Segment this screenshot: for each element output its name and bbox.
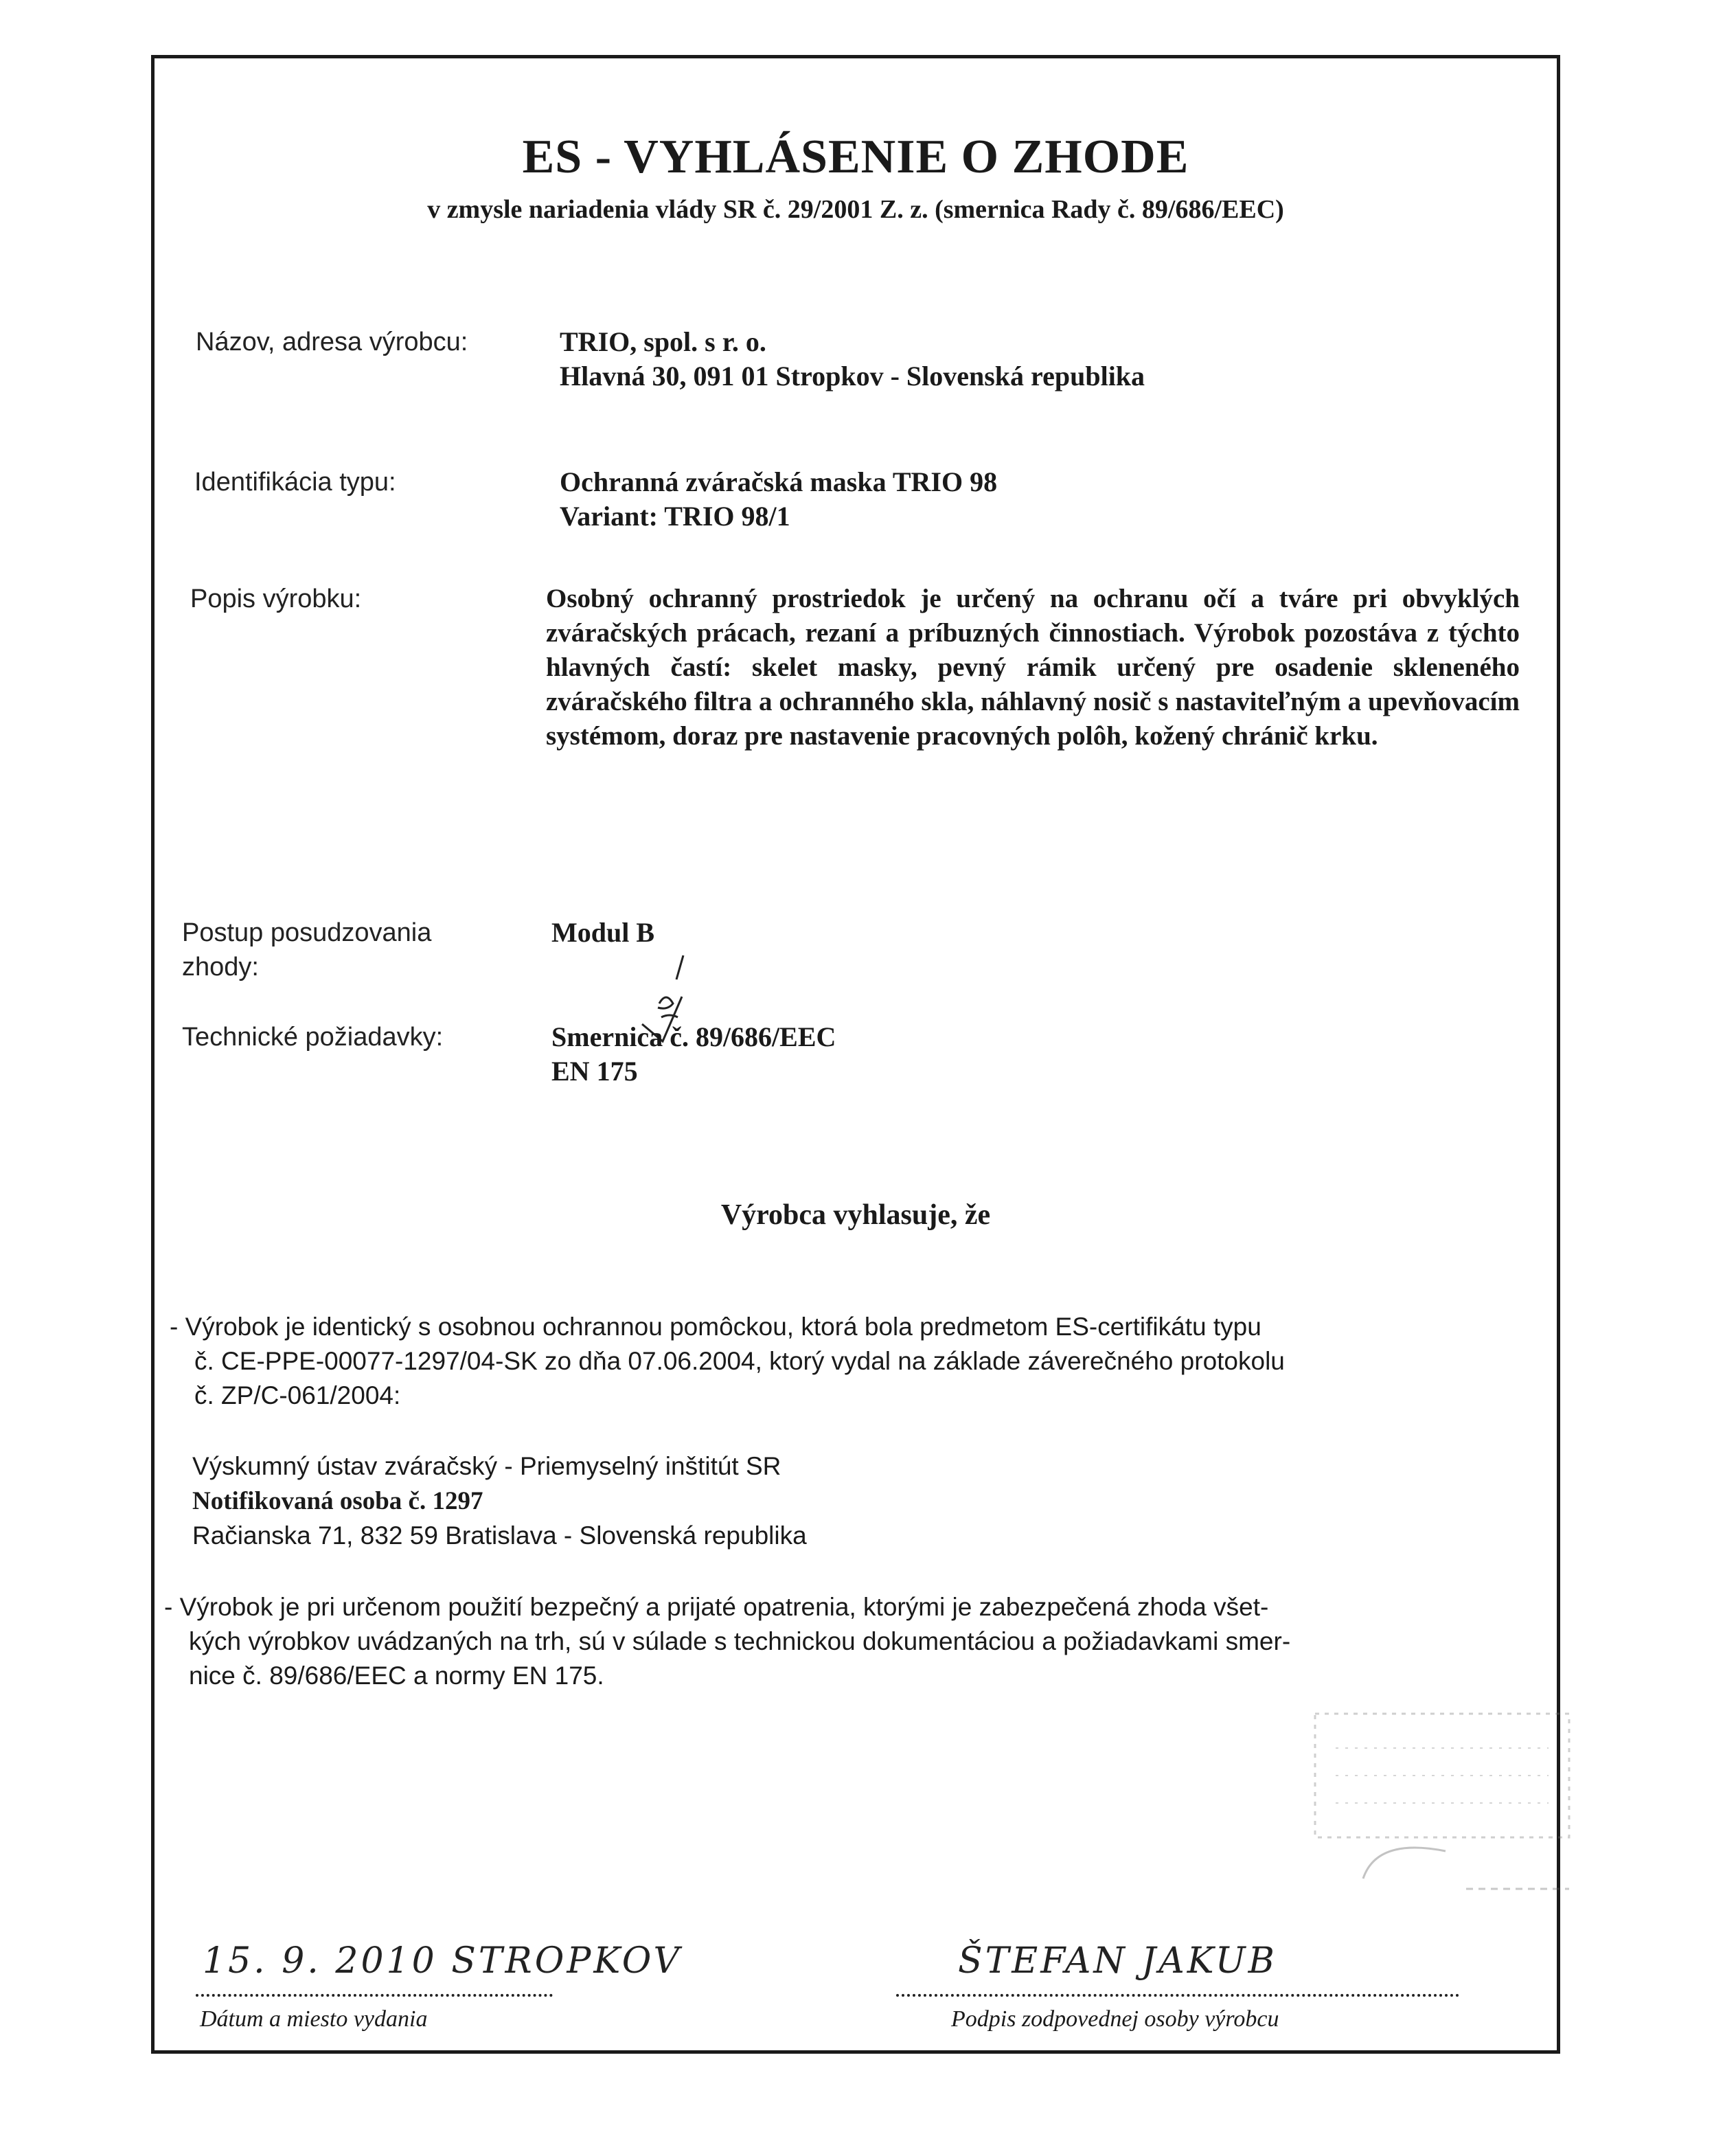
manufacturer-label: Názov, adresa výrobcu: xyxy=(196,328,468,356)
manufacturer-address: Hlavná 30, 091 01 Stropkov - Slovenská republika xyxy=(560,361,1145,392)
date-place-handwritten: 15. 9. 2010 STROPKOV xyxy=(203,1940,683,1982)
procedure-label-line2: zhody: xyxy=(182,953,259,982)
type-variant: Variant: TRIO 98/1 xyxy=(560,501,790,532)
statement-1-line1: - Výrobok je identický s osobnou ochrannou pomôckou, ktorá bola predmetom ES-certifikátu typu xyxy=(170,1313,1261,1341)
document-frame xyxy=(151,55,1560,2054)
institute-address: Račianska 71, 832 59 Bratislava - Slovenská republika xyxy=(192,1521,807,1550)
procedure-value: Modul B xyxy=(551,917,655,948)
procedure-label-line1: Postup posudzovania xyxy=(182,918,432,947)
institute-name: Výskumný ústav zváračský - Priemyselný inštitút SR xyxy=(192,1452,781,1480)
notified-body xyxy=(192,1449,807,1553)
statement-1-line2: č. CE-PPE-00077-1297/04-SK zo dňa 07.06.2004, ktorý vydal na základe záverečného protokolu xyxy=(194,1347,1285,1375)
type-value: Ochranná zváračská maska TRIO 98 xyxy=(560,466,998,497)
statement-2-line2: kých výrobkov uvádzaných na trh, sú v súlade s technickou dokumentáciou a požiadavkami smer- xyxy=(189,1627,1291,1655)
signature-caption: Podpis zodpovednej osoby výrobcu xyxy=(951,2006,1279,2032)
declaration-title: Výrobca vyhlasuje, že xyxy=(720,1199,991,1231)
date-dotted-line xyxy=(196,1994,553,1997)
requirements-directive: Smernica č. 89/686/EEC xyxy=(551,1021,836,1052)
requirements-standard: EN 175 xyxy=(551,1056,638,1087)
requirements-label: Technické požiadavky: xyxy=(182,1023,444,1052)
type-label: Identifikácia typu: xyxy=(194,468,396,497)
company-stamp xyxy=(1294,1707,1583,1899)
statement-1-line3: č. ZP/C-061/2004: xyxy=(194,1381,401,1409)
document-subtitle: v zmysle nariadenia vlády SR č. 29/2001 Z. z. (smernica Rady č. 89/686/EEC) xyxy=(427,195,1284,224)
document-title: ES - VYHLÁSENIE O ZHODE xyxy=(522,131,1189,183)
signature-dotted-line xyxy=(896,1994,1459,1997)
description-label: Popis výrobku: xyxy=(190,585,362,613)
signature-handwritten: ŠTEFAN JAKUB xyxy=(958,1940,1277,1982)
manufacturer-name: TRIO, spol. s r. o. xyxy=(560,326,766,357)
date-caption: Dátum a miesto vydania xyxy=(200,2006,428,2032)
statement-2-line1: - Výrobok je pri určenom použití bezpečný a prijaté opatrenia, ktorými je zabezpečená zhoda všet- xyxy=(164,1593,1269,1621)
description-text: Osobný ochranný prostriedok je určený na ochranu očí a tváre pri obvyklých zváračských prácach, rezaní a príbuzných činnostiach. Výrobok pozostáva z týchto hlavných častí: skelet masky, pevný rámik určený pre osadenie skleneného zváračského filtra a ochranného skla, náhlavný nosič s nastaviteľným a upevňovacím systémom, doraz pre nastavenie pracovných polôh, kožený chránič krku. xyxy=(546,584,1520,751)
statement-2-line3: nice č. 89/686/EEC a normy EN 175. xyxy=(189,1662,604,1690)
notified-body-number: Notifikovaná osoba č. 1297 xyxy=(192,1487,483,1515)
